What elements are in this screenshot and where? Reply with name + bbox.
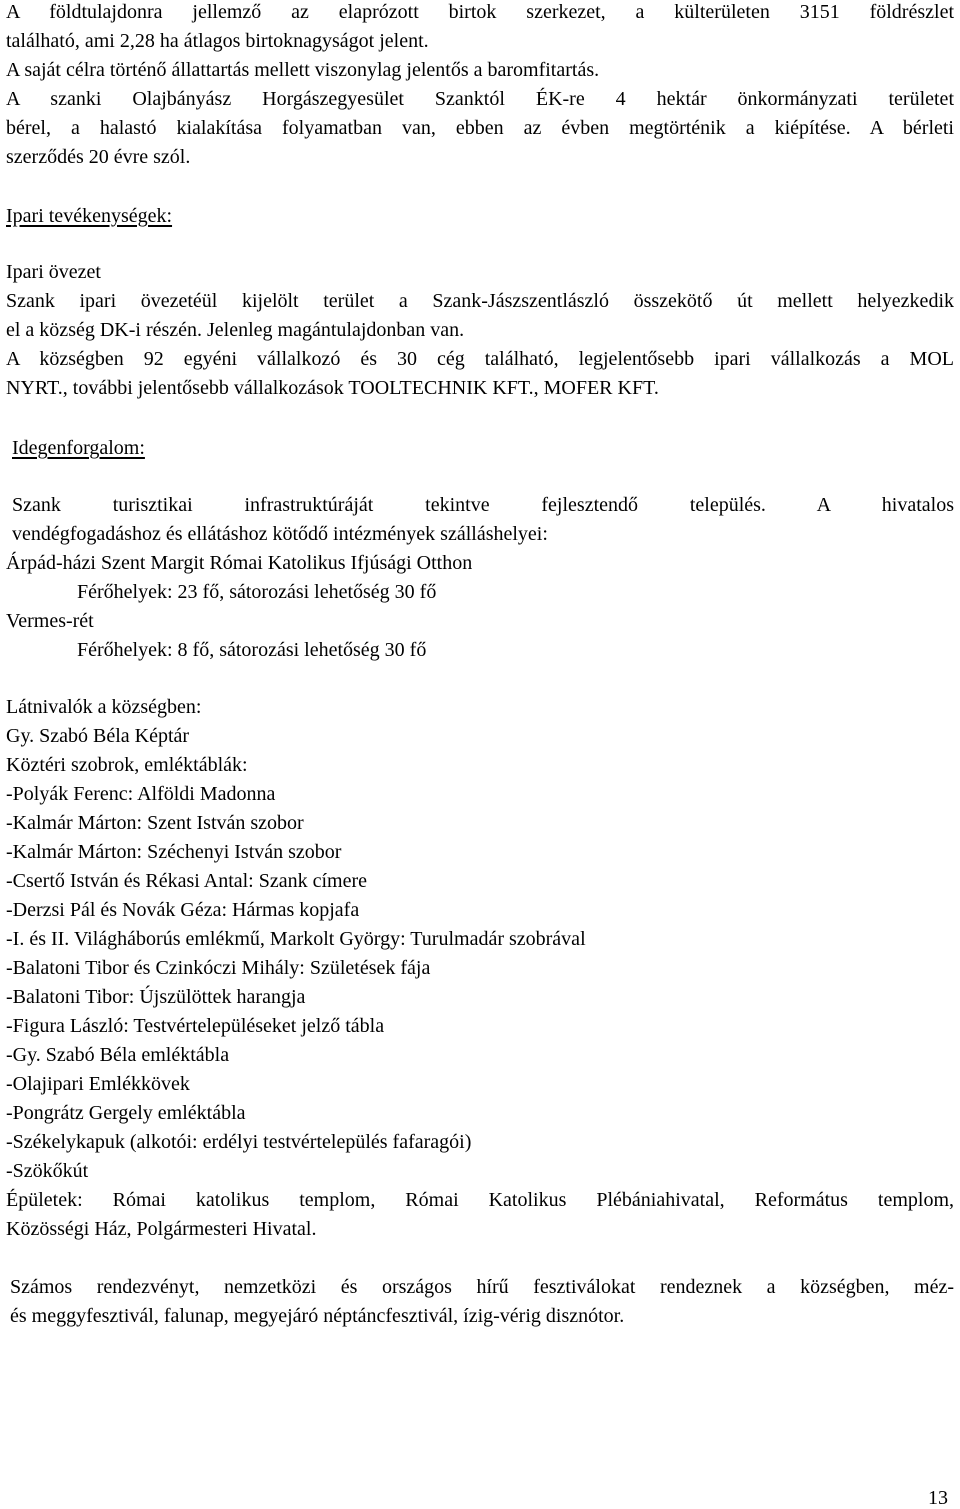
sight-item: -Polyák Ferenc: Alföldi Madonna (6, 783, 276, 805)
industry-line-1: Szank ipari övezetéül kijelölt terület a Szank-Jászszentlászló összekötő út mellett helyezkedik (6, 290, 954, 312)
sights-statues-heading: Köztéri szobrok, emléktáblák: (6, 754, 248, 776)
sight-item: -I. és II. Világháborús emlékmű, Markolt György: Turulmadár szobrával (6, 928, 586, 950)
intro-line-2: található, ami 2,28 ha átlagos birtoknagyságot jelent. (6, 30, 429, 52)
intro-line-5: bérel, a halastó kialakítása folyamatban van, ebben az évben megtörténik a kiépítése. A bérleti (6, 117, 954, 139)
tourism-line-1: Szank turisztikai infrastruktúráját tekintve fejlesztendő település. A hivatalos (12, 494, 954, 516)
accommodation-2: Vermes-rét (6, 610, 94, 632)
sight-item: -Kalmár Márton: Szent István szobor (6, 812, 304, 834)
intro-line-4: A szanki Olajbányász Horgászegyesület Szanktól ÉK-re 4 hektár önkormányzati területet (6, 88, 954, 110)
intro-line-6: szerződés 20 évre szól. (6, 146, 191, 168)
intro-line-3: A saját célra történő állattartás mellett viszonylag jelentős a baromfitartás. (6, 59, 600, 81)
events-line-2: és meggyfesztivál, falunap, megyejáró néptáncfesztivál, ízig-vérig disznótor. (10, 1305, 625, 1327)
sight-item: -Figura László: Testvértelepüléseket jelző tábla (6, 1015, 385, 1037)
buildings-line-2: Közösségi Ház, Polgármesteri Hivatal. (6, 1218, 317, 1240)
industry-subheading: Ipari övezet (6, 261, 101, 283)
sight-item: -Pongrátz Gergely emléktábla (6, 1102, 246, 1124)
sight-item: -Szökőkút (6, 1160, 89, 1182)
industry-line-2: el a község DK-i részén. Jelenleg magántulajdonban van. (6, 319, 465, 341)
industry-line-4: NYRT., további jelentősebb vállalkozások TOOLTECHNIK KFT., MOFER KFT. (6, 377, 659, 399)
intro-line-1: A földtulajdonra jellemző az elaprózott birtok szerkezet, a külterületen 3151 földrészlet (6, 1, 954, 23)
buildings-line-1: Épületek: Római katolikus templom, Római Katolikus Plébániahivatal, Református templom, (6, 1189, 954, 1211)
accommodation-2-capacity: Férőhelyek: 8 fő, sátorozási lehetőség 30 fő (77, 639, 427, 661)
accommodation-1: Árpád-házi Szent Margit Római Katolikus Ifjúsági Otthon (6, 552, 473, 574)
sight-item: -Derzsi Pál és Novák Géza: Hármas kopjafa (6, 899, 360, 921)
tourism-heading: Idegenforgalom: (12, 437, 145, 459)
sight-item: -Székelykapuk (alkotói: erdélyi testvértelepülés fafaragói) (6, 1131, 472, 1153)
sights-gallery: Gy. Szabó Béla Képtár (6, 725, 190, 747)
sights-heading: Látnivalók a községben: (6, 696, 202, 718)
sight-item: -Gy. Szabó Béla emléktábla (6, 1044, 230, 1066)
tourism-line-2: vendégfogadáshoz és ellátáshoz kötődő intézmények szálláshelyei: (12, 523, 548, 545)
industry-line-3: A községben 92 egyéni vállalkozó és 30 cég található, legjelentősebb ipari vállalkozás a MOL (6, 348, 954, 370)
accommodation-1-capacity: Férőhelyek: 23 fő, sátorozási lehetőség 30 fő (77, 581, 437, 603)
page-number: 13 (928, 1487, 948, 1509)
industry-heading: Ipari tevékenységek: (6, 205, 173, 227)
sight-item: -Csertő István és Rékasi Antal: Szank címere (6, 870, 368, 892)
sight-item: -Kalmár Márton: Széchenyi István szobor (6, 841, 342, 863)
events-line-1: Számos rendezvényt, nemzetközi és országos hírű fesztiválokat rendeznek a községben, méz- (10, 1276, 954, 1298)
sight-item: -Olajipari Emlékkövek (6, 1073, 190, 1095)
sight-item: -Balatoni Tibor: Újszülöttek harangja (6, 986, 306, 1008)
sight-item: -Balatoni Tibor és Czinkóczi Mihály: Születések fája (6, 957, 431, 979)
